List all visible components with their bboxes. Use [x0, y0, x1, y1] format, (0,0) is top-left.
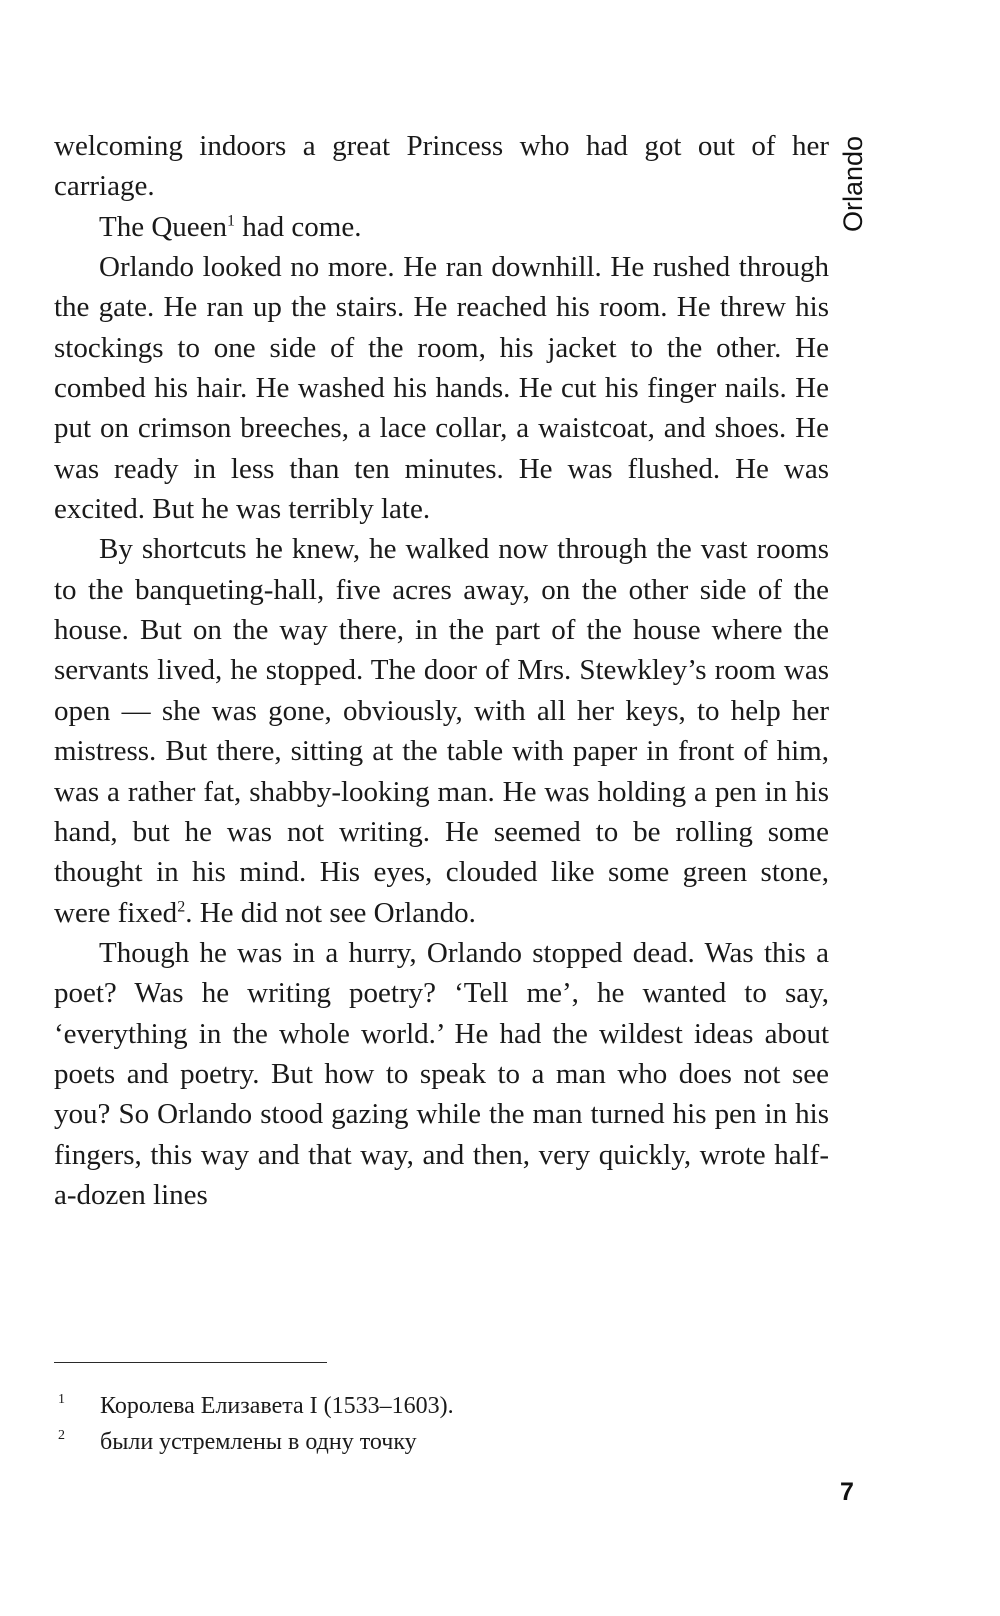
footnotes: [54, 1388, 814, 1460]
footnote-text: были устремлены в одну точку: [100, 1429, 417, 1455]
paragraph: [54, 207, 829, 247]
body-text: [54, 126, 829, 1215]
footnote: [54, 1388, 814, 1424]
paragraph: Orlando looked no more. He ran downhill. He rushed through the gate. He ran up the stairs. He reached his room. He threw his stockings to one side of the room, his jacket to the other. He combed his hair. He washed his hands. He cut his finger nails. He put on crimson breeches, a lace collar, a waistcoat, and shoes. He was ready in less than ten minutes. He was flushed. He was excited. But he was terribly late.: [54, 251, 829, 526]
footnote-number: 2: [58, 1428, 65, 1443]
footnote: [54, 1424, 814, 1460]
paragraph-text: had come.: [235, 210, 362, 243]
paragraph-text: . He did not see Orlando.: [185, 896, 476, 929]
page-number: 7: [840, 1478, 854, 1506]
paragraph-text: By shortcuts he knew, he walked now through the vast rooms to the banqueting-hall, five acres away, on the other side of the house. But on the way there, in the part of the house where the servants lived, he stopped. The door of Mrs. Stewkley’s room was open — she was gone, obviously, with all her keys, to help her mistress. But there, sitting at the table with paper in front of him, was a rather fat, shabby-looking man. He was holding a pen in his hand, but he was not writing. He seemed to be rolling some thought in his mind. His eyes, clouded like some green stone, were fixed: [54, 533, 829, 929]
paragraph: Though he was in a hurry, Orlando stopped dead. Was this a poet? Was he writing poetry? ‘Tell me’, he wanted to say, ‘everything in the whole world.’ He had the wildest ideas about poets and poetry. But how to speak to a man who does not see you? So Orlando stood gazing while the man turned his pen in his fingers, this way and that way, and then, very quickly, wrote half-a-dozen lines: [54, 936, 829, 1211]
paragraph: [54, 529, 829, 932]
paragraph: welcoming indoors a great Princess who had got out of her carriage.: [54, 130, 829, 203]
footnote-ref: 2: [177, 897, 186, 915]
footnote-divider: [54, 1362, 327, 1363]
running-head: Orlando: [838, 135, 868, 232]
footnote-ref: 1: [227, 212, 236, 230]
paragraph-text: The Queen: [99, 210, 228, 243]
footnote-number: 1: [58, 1392, 65, 1407]
footnote-text: Королева Елизавета I (1533–1603).: [100, 1393, 454, 1419]
